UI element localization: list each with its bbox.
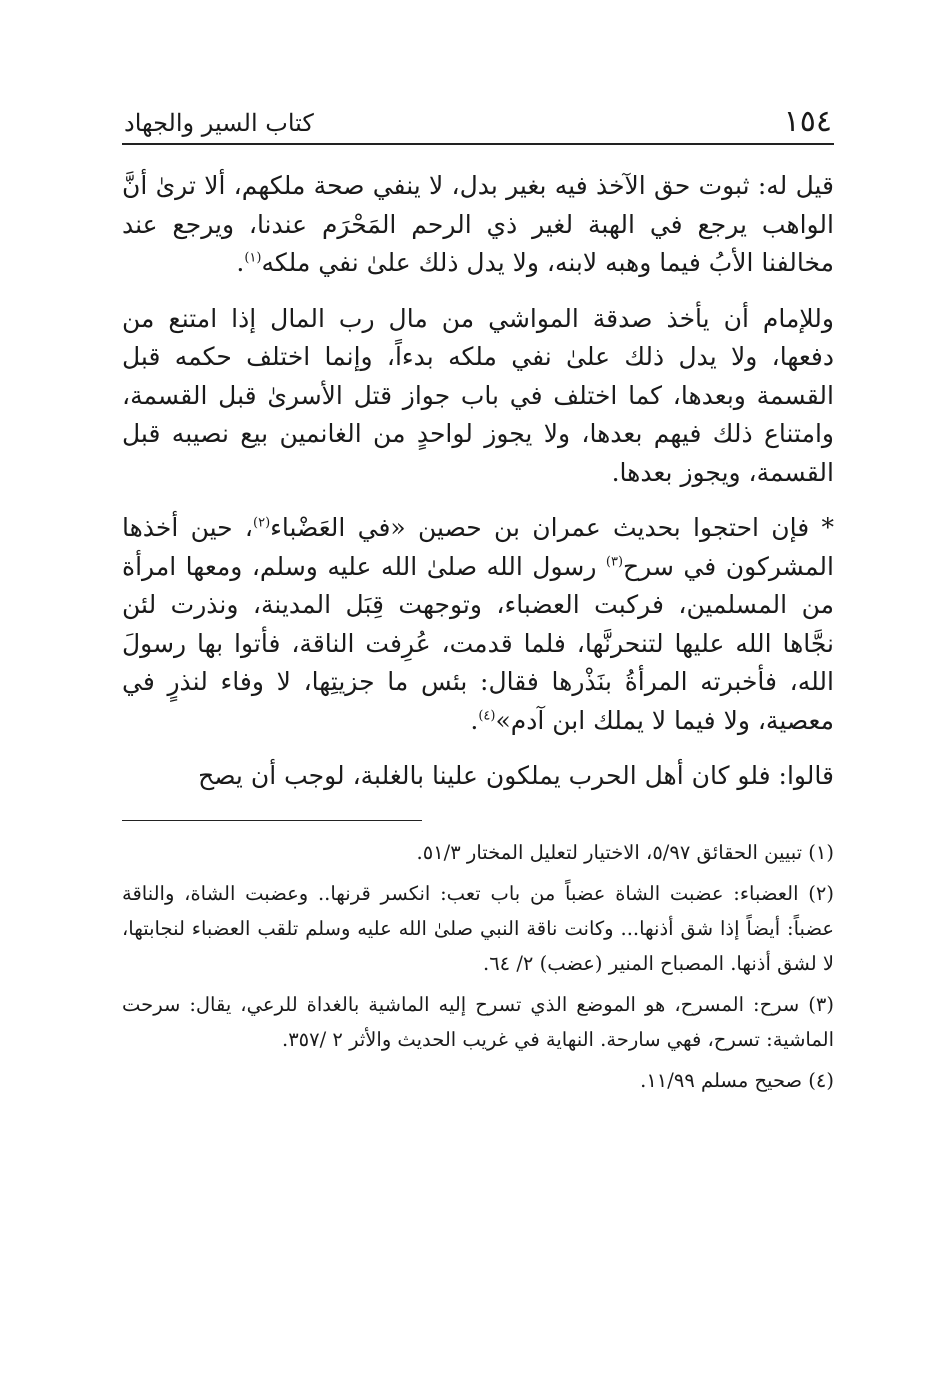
footnote-4: (٤) صحيح مسلم ١١/٩٩. bbox=[640, 1068, 834, 1092]
footnote-ref: (٣) bbox=[605, 554, 624, 570]
paragraph-text: وللإمام أن يأخذ صدقة المواشي من مال رب المال إذا امتنع من دفعها، ولا يدل ذلك علىٰ نفي ملكه بدءاً، وإنما اختلف حكمه قبل القسمة وبعدها، كما اختلف في باب جواز قتل الأسرىٰ قبل القسمة، وامتناع ذلك فيهم بعدها، ولا يجوز لواحدٍ من الغانمين بيع نصيبه قبل القسمة، ويجوز بعدها. bbox=[122, 303, 834, 487]
book-page bbox=[122, 95, 834, 1104]
paragraph-4 bbox=[122, 757, 834, 796]
footnote-separator bbox=[122, 820, 422, 821]
paragraph-lead: * فإن احتجوا بحديث عمران بن حصين «في العَضْباء bbox=[270, 513, 834, 542]
footnote-1: (١) تبيين الحقائق ٥/٩٧، الاختيار لتعليل المختار ٥١/٣. bbox=[416, 840, 834, 864]
body-text bbox=[122, 167, 834, 796]
paragraph-end: . bbox=[236, 248, 245, 277]
paragraph-3 bbox=[122, 509, 834, 740]
running-title: كتاب السير والجهاد bbox=[124, 109, 314, 137]
footnote-ref: (٢) bbox=[253, 515, 271, 531]
paragraph-2 bbox=[122, 300, 834, 493]
paragraph-end: . bbox=[470, 705, 479, 735]
paragraph-1 bbox=[122, 167, 834, 283]
footnote-2: (٢) العضباء: عضبت الشاة عضباً من باب تعب: انكسر قرنها.. وعضبت الشاة، والناقة عضباً: أيضاً إذا شق أذنها... وكانت ناقة النبي صلىٰ الله عليه وسلم تلقب العضباء لنجابتها، لا لشق أذنها. المصباح المنير (عضب) ٢/ ٦٤. bbox=[122, 881, 834, 975]
footnote-ref: (٤) bbox=[478, 708, 496, 724]
footnote-ref: (١) bbox=[244, 250, 262, 266]
page-number: ١٥٤ bbox=[783, 104, 832, 139]
footnotes bbox=[122, 835, 834, 1098]
paragraph-text: قالوا: فلو كان أهل الحرب يملكون علينا بالغلبة، لوجب أن يصح bbox=[198, 761, 834, 790]
paragraph-mid: ، حين أخذها المشركون في سرح bbox=[122, 513, 834, 581]
paragraph-text: قيل له: ثبوت حق الآخذ فيه بغير بدل، لا ينفي صحة ملكهم، ألا ترىٰ أنَّ الواهب يرجع في الهبة لغير ذي الرحم المَحْرَم عندنا، ويرجع عند مخالفنا الأبُ فيما وهبه لابنه، ولا يدل ذلك علىٰ نفي ملكه bbox=[122, 171, 834, 277]
paragraph-rest: رسول الله صلىٰ الله عليه وسلم، ومعها امرأة من المسلمين، فركبت العضباء، وتوجهت قِبَل المدينة، ونذرت لئن نجَّاها الله عليها لتنحرنَّها، فلما قدمت، عُرِفت الناقة، فأتوا بها رسولَ الله، فأخبرته المرأةُ بنَذْرها فقال: بئس ما جزيتِها، لا وفاء لنذرٍ في معصية، ولا فيما لا يملك ابن آدم» bbox=[122, 551, 834, 735]
page-header bbox=[122, 95, 834, 145]
footnote-3: (٣) سرح: المسرح، هو الموضع الذي تسرح إليه الماشية بالغداة للرعي، يقال: سرحت الماشية: تسرح، فهي سارحة. النهاية في غريب الحديث والأثر ٢ /٣٥٧. bbox=[122, 992, 834, 1051]
